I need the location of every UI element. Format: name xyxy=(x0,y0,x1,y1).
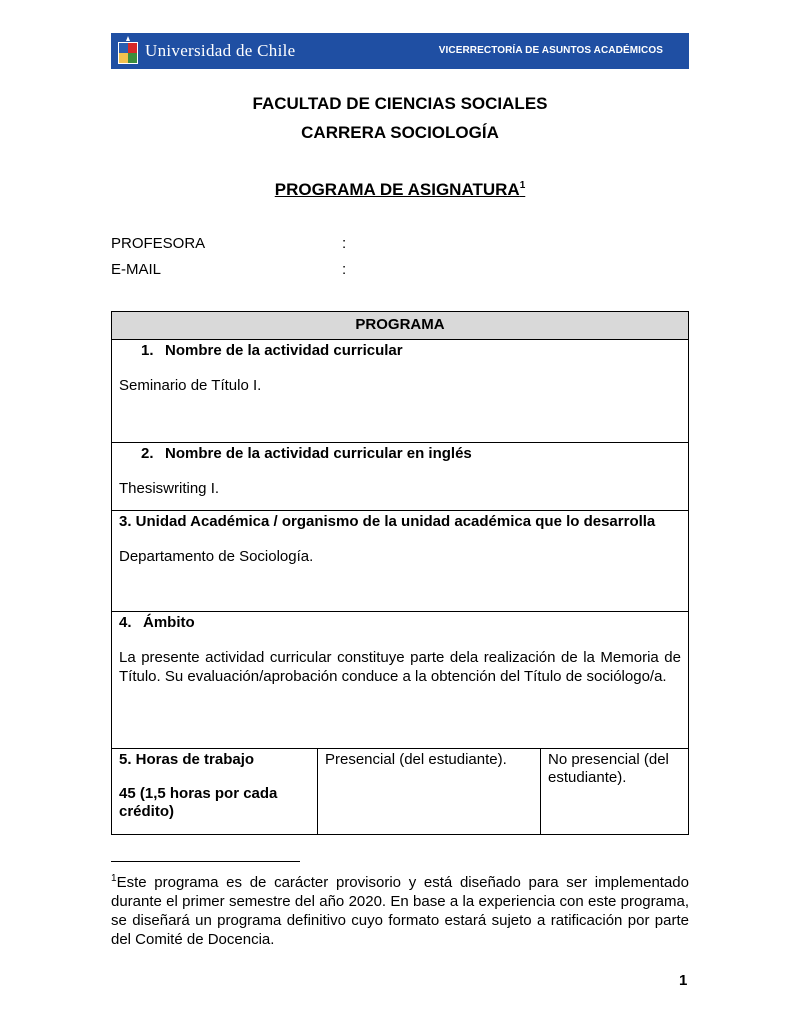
footnote-text: Este programa es de carácter provisorio y está diseñado para ser implementado durante el primer semestre del año 2020. En base a la experiencia con este programa, se diseñará un programa definitivo cuyo formato estará sujeto a ratificación por parte del Comité de Docencia. xyxy=(111,874,689,948)
vicerrectoria-label: VICERRECTORÍA DE ASUNTOS ACADÉMICOS xyxy=(438,45,663,56)
section-2-heading xyxy=(119,445,681,462)
section-1-heading xyxy=(119,342,681,359)
section-2-body: Thesiswriting I. xyxy=(119,480,220,497)
section-1-number: 1. xyxy=(141,342,154,359)
footnote-divider xyxy=(111,861,300,862)
table-header: PROGRAMA xyxy=(112,312,688,339)
email-label: E-MAIL xyxy=(111,261,162,278)
university-crest-icon xyxy=(117,36,139,66)
hours-cell xyxy=(112,749,318,834)
hours-value: 45 (1,5 horas por cada crédito) xyxy=(119,785,278,820)
section-4-body: La presente actividad curricular constituye parte dela realización de la Memoria de Título. Su evaluación/aprobación conduce a la obtención del Título de sociólogo/a. xyxy=(119,649,681,685)
footnote-number: 1 xyxy=(111,873,117,884)
presencial-cell: Presencial (del estudiante). xyxy=(318,749,541,834)
no-presencial-cell: No presencial (del estudiante). xyxy=(548,751,669,786)
section-3-title: 3. Unidad Académica / organismo de la unidad académica que lo desarrolla xyxy=(119,513,656,530)
profesora-value: : xyxy=(342,235,347,252)
section-2-number: 2. xyxy=(141,445,154,462)
career-title: CARRERA SOCIOLOGÍA xyxy=(301,123,499,142)
program-title xyxy=(0,180,800,200)
section-4 xyxy=(112,611,688,748)
page-number: 1 xyxy=(679,972,688,989)
footnote-ref: 1 xyxy=(519,180,526,191)
section-1-title: Nombre de la actividad curricular xyxy=(165,342,403,359)
section-3 xyxy=(112,510,688,611)
university-name: Universidad de Chile xyxy=(145,41,296,60)
university-banner xyxy=(111,33,689,69)
section-5-title: 5. Horas de trabajo xyxy=(119,751,255,768)
program-title-text: PROGRAMA DE ASIGNATURA xyxy=(274,180,520,199)
program-table xyxy=(111,311,689,835)
footnote xyxy=(111,869,689,949)
profesora-label: PROFESORA xyxy=(111,235,206,252)
section-3-body: Departamento de Sociología. xyxy=(119,548,314,565)
email-value: : xyxy=(342,261,347,278)
faculty-title: FACULTAD DE CIENCIAS SOCIALES xyxy=(252,94,548,113)
section-1 xyxy=(112,339,688,442)
section-5 xyxy=(112,748,688,834)
section-4-number: 4. xyxy=(119,614,132,631)
section-2-title: Nombre de la actividad curricular en inglés xyxy=(165,445,472,462)
section-2 xyxy=(112,442,688,510)
section-4-title: Ámbito xyxy=(143,614,195,631)
section-4-heading xyxy=(119,614,681,631)
section-1-body: Seminario de Título I. xyxy=(119,377,262,394)
